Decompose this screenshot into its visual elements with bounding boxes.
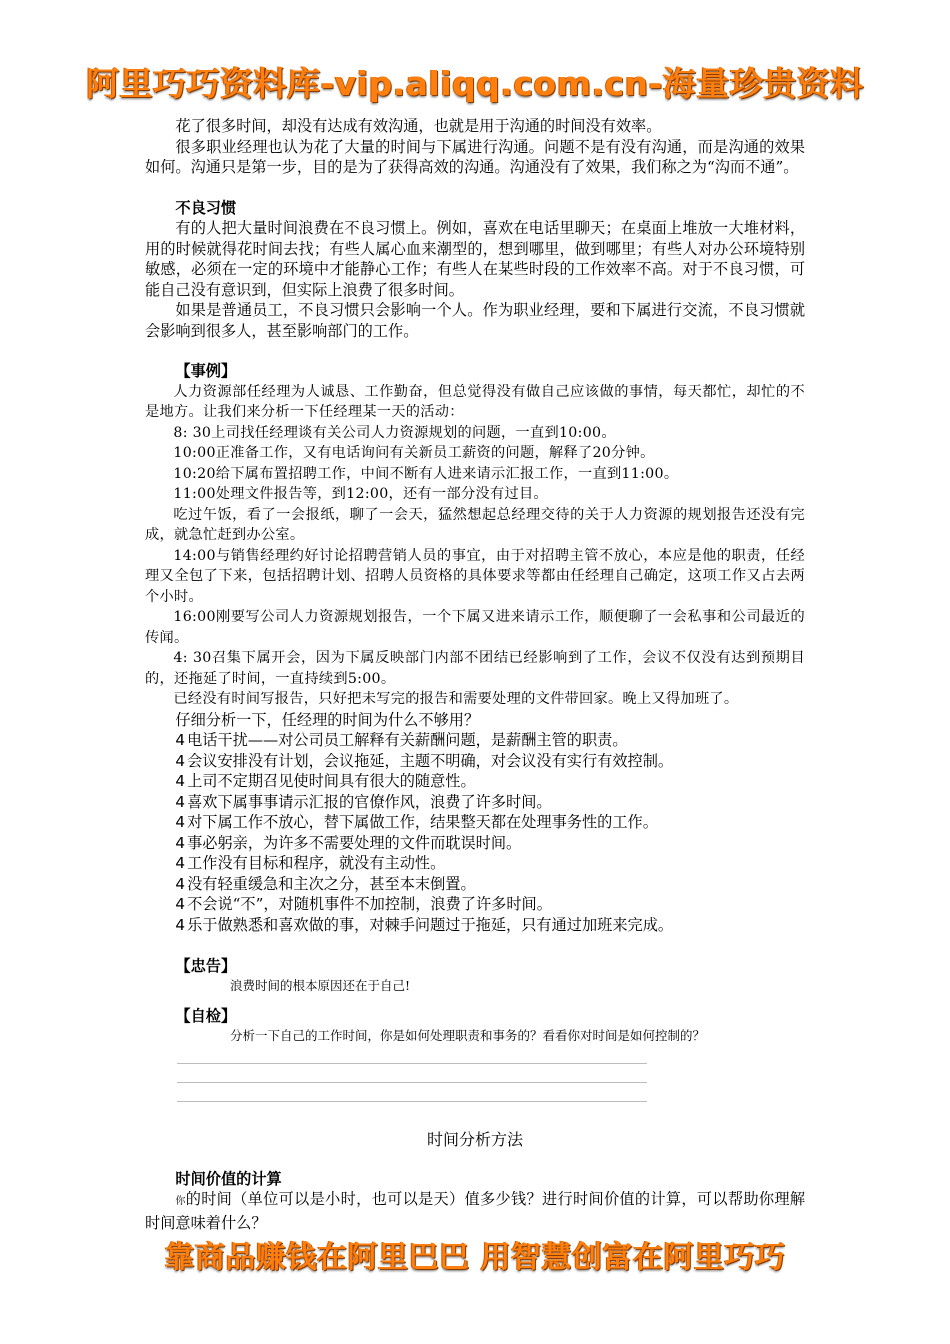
list-item: 4 工作没有目标和程序，就没有主动性。 [175, 854, 446, 872]
header-banner: 阿里巧巧资料库-vip.aliqq.com.cn-海量珍贵资料 [86, 64, 864, 103]
bullet-number: 4 [175, 772, 186, 790]
habits-paragraph-2: 如果是普通员工，不良习惯只会影响一个人。作为职业经理，要和下属进行交流，不良习惯就会影响到很多人，甚至影响部门的工作。 [145, 301, 805, 340]
advice-heading: 【忠告】 [175, 957, 237, 975]
time-value-paragraph: 你的时间（单位可以是小时，也可以是天）值多少钱？进行时间价值的计算，可以帮助你理解时间意味着什么？ [145, 1190, 806, 1232]
section-title-time-analysis: 时间分析方法 [426, 1130, 523, 1149]
case-paragraph: 8: 30上司找任经理谈有关公司人力资源规划的问题，一直到10:00。 [173, 424, 616, 441]
list-item: 4 没有轻重缓急和主次之分，甚至本末倒置。 [175, 874, 476, 893]
footer-banner: 靠商品赚钱在阿里巴巴 用智慧创富在阿里巧巧 [164, 1240, 786, 1275]
bullet-number: 4 [175, 915, 186, 934]
case-heading: 【事例】 [175, 362, 237, 380]
selfcheck-heading: 【自检】 [175, 1007, 237, 1025]
habits-paragraph-1: 有的人把大量时间浪费在不良习惯上。例如，喜欢在电话里聊天；在桌面上堆放一大堆材料，用的时候就得花时间去找；有些人属心血来潮型的，想到哪里，做到哪里；有些人对办公环境特别敏感，必须在一定的环境中才能静心工作；有些人在某些时段的工作效率不高。对于不良习惯，可能自己没有意识到，但实际上浪费了很多时间。 [145, 219, 805, 299]
subsection-heading-time-value: 时间价值的计算 [175, 1169, 282, 1188]
list-item: 4 乐于做熟悉和喜欢做的事，对棘手问题过于拖延，只有通过加班来完成。 [175, 915, 674, 934]
list-item: 4 事必躬亲，为许多不需要处理的文件而耽误时间。 [175, 833, 522, 852]
list-item: 4 上司不定期召见使时间具有很大的随意性。 [175, 772, 476, 790]
bullet-number: 4 [175, 874, 186, 893]
list-item: 4 喜欢下属事事请示汇报的官僚作风，浪费了许多时间。 [175, 792, 552, 811]
case-paragraph: 14:00与销售经理约好讨论招聘营销人员的事宜，由于对招聘主管不放心，本应是他的职责，任经理又全包了下来，包括招聘计划、招聘人员资格的具体要求等都由任经理自己确定，这项工作又占去两个小时。 [145, 547, 805, 605]
list-item: 4 不会说“不”，对随机事件不加控制，浪费了许多时间。 [175, 895, 552, 913]
selfcheck-question: 分析一下自己的工作时间，你是如何处理职责和事务的？看看你对时间是如何控制的？ [230, 1028, 706, 1043]
intro-paragraph-1: 花了很多时间，却没有达成有效沟通，也就是用于沟通的时间没有效率。 [175, 117, 662, 135]
document-body [145, 116, 805, 1233]
case-paragraph: 已经没有时间写报告，只好把未写完的报告和需要处理的文件带回家。晚上又得加班了。 [173, 691, 739, 707]
intro-paragraph-2: 很多职业经理也认为花了大量的时间与下属进行沟通。问题不是有没有沟通，而是沟通的效果如何。沟通只是第一步，目的是为了获得高效的沟通。沟通没有了效果，我们称之为“沟而不通”。 [145, 137, 805, 176]
bullet-number: 4 [175, 751, 186, 770]
case-paragraph: 10:00正准备工作，又有电话询问有关新员工薪资的问题，解释了20分钟。 [173, 445, 655, 461]
list-item: 4 对下属工作不放心，替下属做工作，结果整天都在处理事务性的工作。 [175, 813, 658, 831]
answer-line[interactable] [177, 1082, 647, 1083]
case-paragraph: 4: 30召集下属开会，因为下属反映部门内部不团结已经影响到了工作，会议不仅没有达到预期目的，还拖延了时间，一直持续到5:00。 [145, 650, 805, 687]
section-heading-bad-habits: 不良习惯 [175, 198, 237, 217]
bullet-number: 4 [175, 813, 186, 831]
list-item: 4 会议安排没有计划，会议拖延，主题不明确，对会议没有实行有效控制。 [175, 751, 674, 770]
case-paragraph: 吃过午饭，看了一会报纸，聊了一会天，猛然想起总经理交待的关于人力资源的规划报告还没有完成，就急忙赶到办公室。 [145, 506, 805, 543]
answer-line[interactable] [177, 1101, 647, 1102]
bullet-number: 4 [175, 833, 186, 852]
bullet-number: 4 [175, 792, 186, 811]
case-paragraph: 11:00处理文件报告等，到12:00，还有一部分没有过目。 [173, 486, 548, 502]
analysis-list [145, 730, 805, 935]
case-paragraph: 10:20给下属布置招聘工作，中间不断有人进来请示汇报工作，一直到11:00。 [173, 465, 679, 482]
bullet-number: 4 [175, 731, 186, 749]
list-item: 4 电话干扰——对公司员工解释有关薪酬问题，是薪酬主管的职责。 [175, 731, 628, 749]
case-paragraph: 16:00刚要写公司人力资源规划报告，一个下属又进来请示工作，顺便聊了一会私事和公司最近的传闻。 [145, 609, 805, 646]
answer-line[interactable] [177, 1063, 647, 1064]
bullet-number: 4 [175, 895, 186, 913]
analysis-question: 仔细分析一下，任经理的时间为什么不够用？ [175, 710, 480, 729]
advice-text: 浪费时间的根本原因还在于自己! [230, 978, 411, 993]
bullet-number: 4 [175, 854, 186, 872]
paragraph-lead-char: 你 [175, 1196, 186, 1207]
case-paragraph: 人力资源部任经理为人诚恳、工作勤奋，但总觉得没有做自己应该做的事情，每天都忙，却忙的不是地方。让我们来分析一下任经理某一天的活动： [145, 383, 805, 420]
